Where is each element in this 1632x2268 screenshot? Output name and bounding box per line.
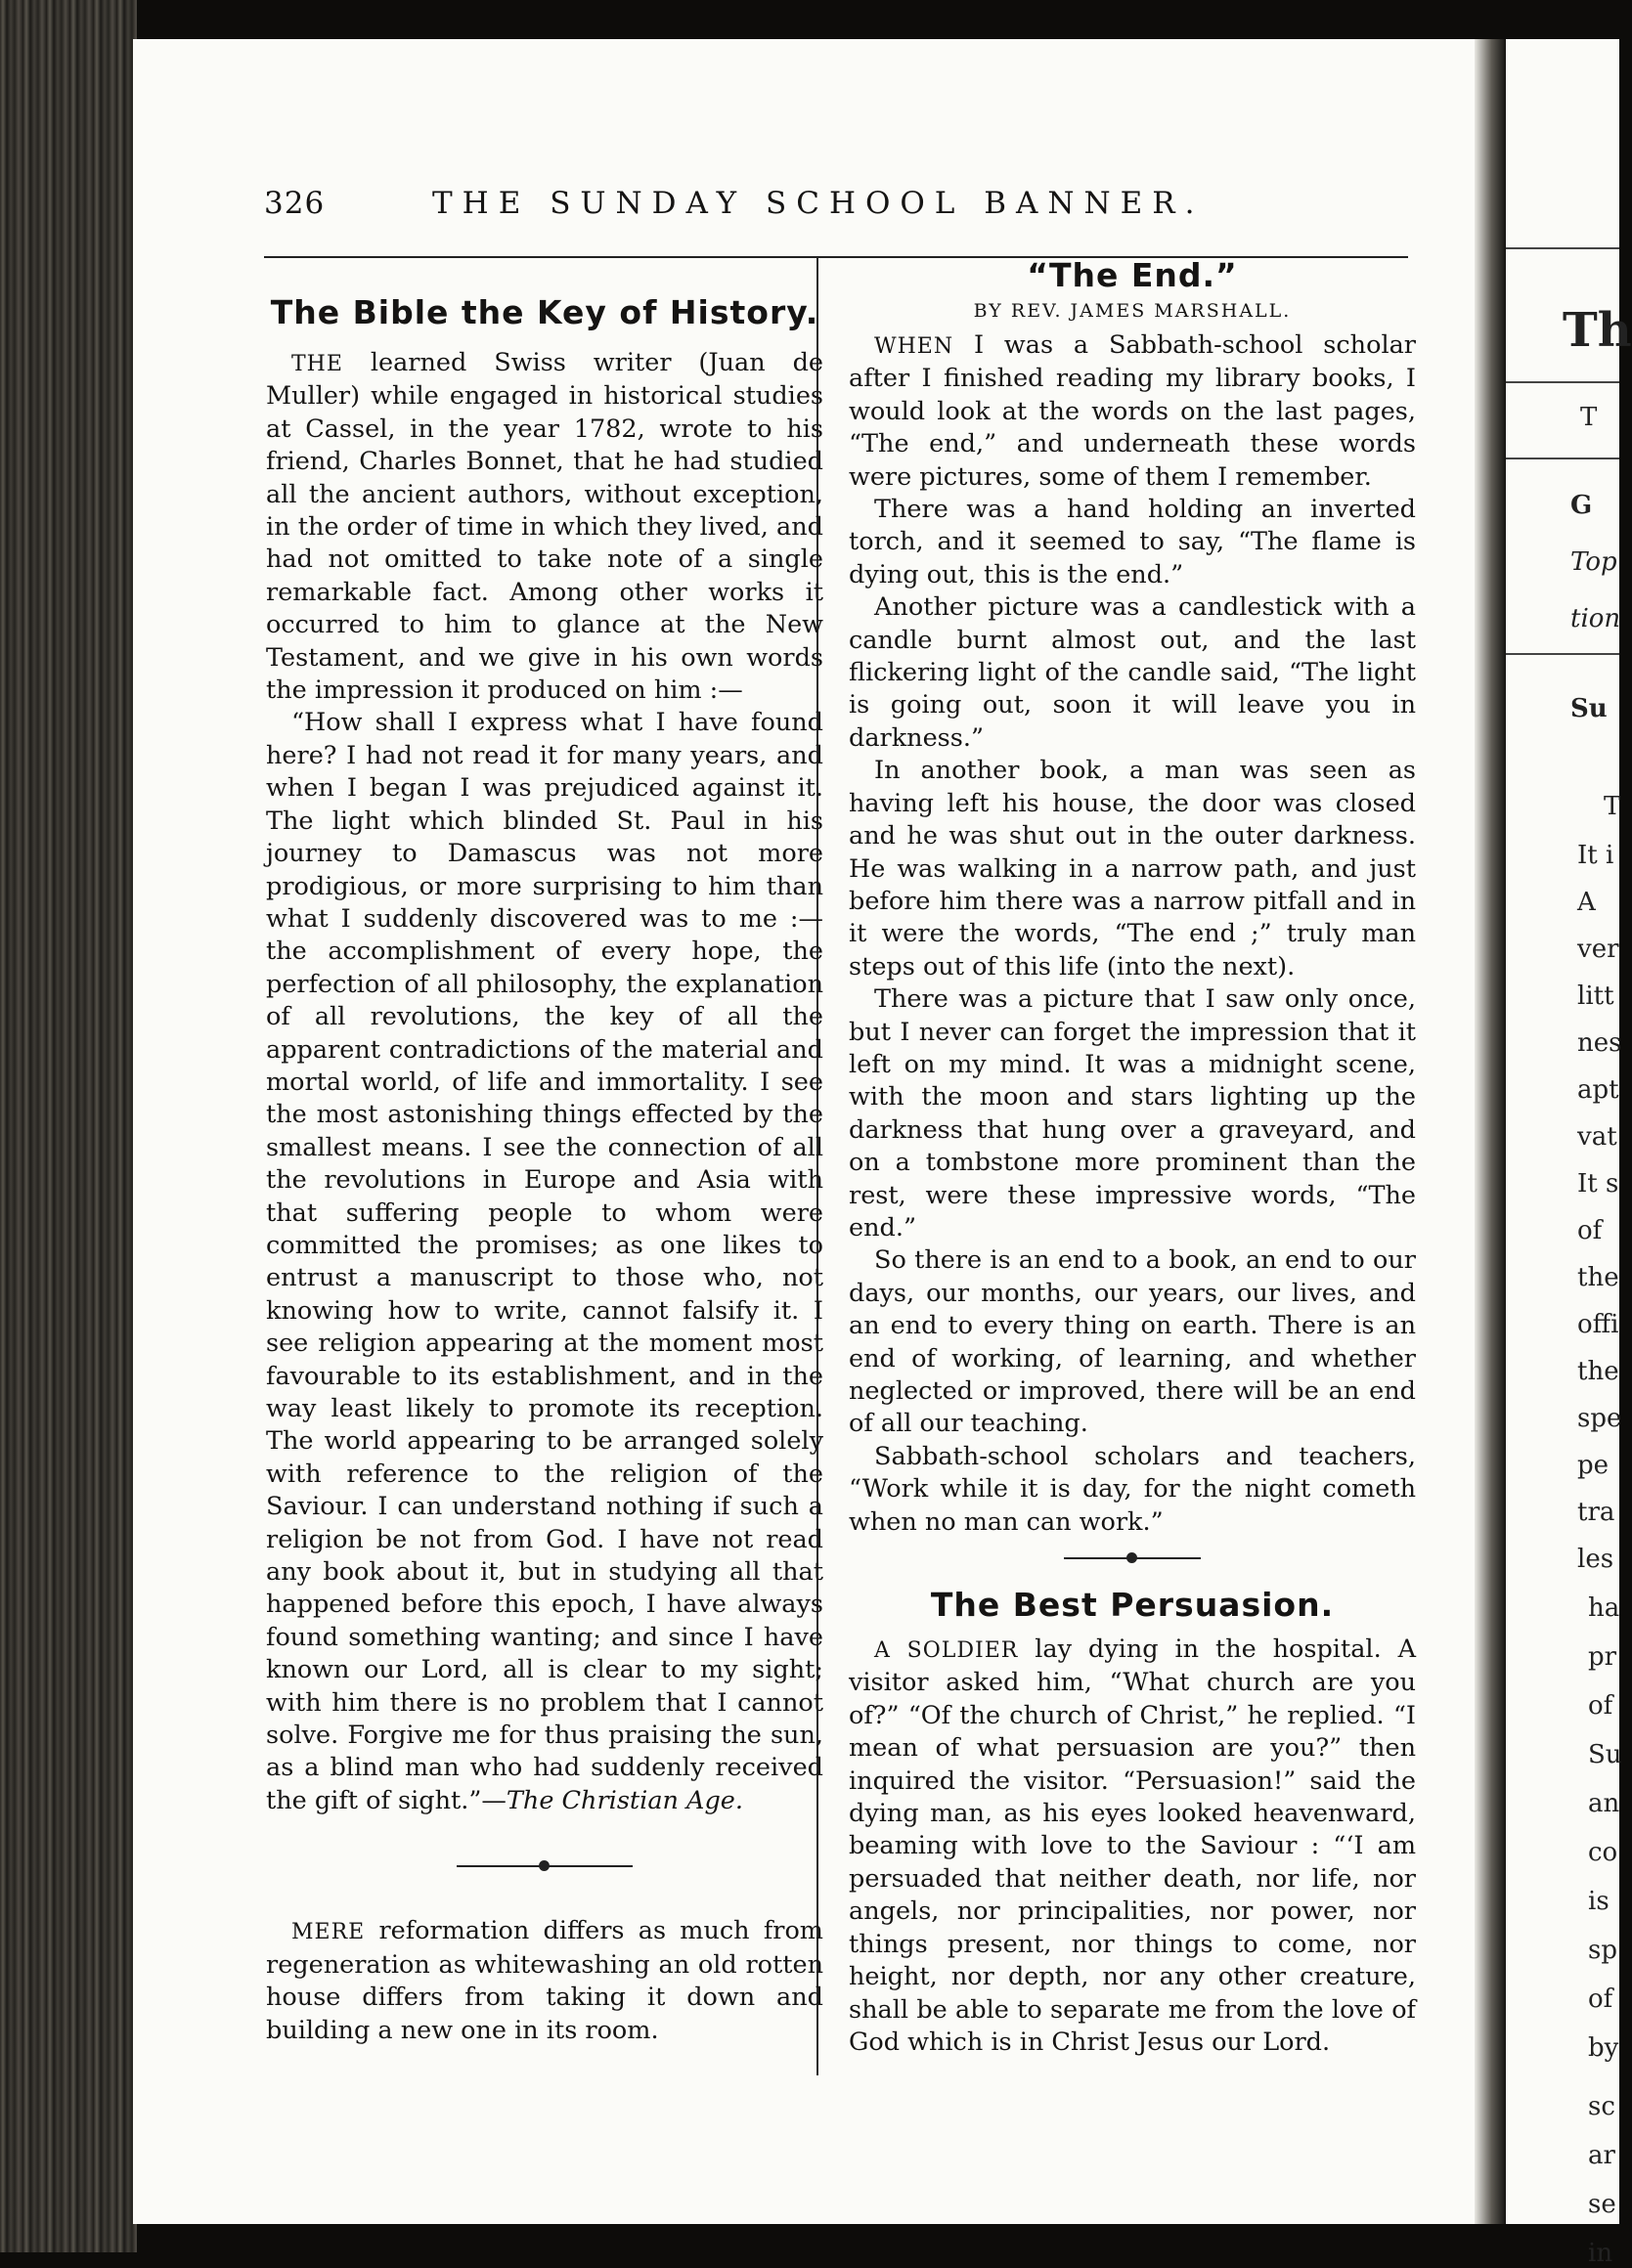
- right-page-fragment: is: [1588, 1887, 1610, 1916]
- right-page-fragment: pe: [1577, 1451, 1610, 1480]
- right-page-fragment: in: [1588, 2239, 1613, 2268]
- right-page-fragment: apt: [1577, 1075, 1619, 1105]
- drop-lead: MERE: [291, 1920, 366, 1945]
- right-page-fragment: les: [1577, 1545, 1614, 1574]
- right-page-fragment: ar: [1588, 2141, 1615, 2170]
- right-page-fragment: the: [1577, 1357, 1619, 1386]
- right-page-fragment: by: [1588, 2033, 1619, 2063]
- article-paragraph: There was a hand holding an inverted torch, and it seemed to say, “The flame is dying out, this is the end.”: [849, 495, 1416, 589]
- right-page-fragment: the: [1577, 1263, 1619, 1292]
- right-page-edge: [1506, 39, 1632, 2268]
- paragraph-text: “How shall I express what I have found here? I had not read it for many years, and when I began I was prejudiced against it. The light which blinded St. Paul in his journey to Damascus was not more prodigious, or more surprising to him than what I suddenly discovered was to me :—the accomplishment of every hope, the perfection of all philosophy, the explanation of all revolutions, the key of all the apparent contradictions of the material and mortal world, of life and immortality. I see the most astonishing things effected by the smallest means. I see the connection of all the revolutions in Europe and Asia with that suffering people to whom were committed the promises; as one likes to entrust a manuscript to those who, not knowing how to write, cannot falsify it. I see religion appearing at the moment most favourable to its establishment, and in the way least likely to promote its reception. The world appearing to be arranged solely with reference to the religion of the Saviour. I can understand nothing if such a religion be not from God. I have not read any book about it, but in studying all that happened before this epoch, I have always found something wanting; and since I have known our Lord, all is clear to my sight; with him there is no problem that I cannot solve. Forgive me for thus praising the sun, as a blind man who had suddenly received the gift of sight.”—: [266, 708, 823, 1815]
- article-paragraph: [266, 707, 823, 1817]
- article-paragraph: So there is an end to a book, an end to our days, our months, our years, our lives, and an end to every thing on earth. There is an end of working, of learning, and whether neglected or improved, there will be an end of all our teaching.: [849, 1245, 1416, 1439]
- right-page-fragment: sc: [1588, 2092, 1615, 2121]
- right-page-fragment: of: [1588, 1984, 1613, 2014]
- right-page-fragment: offi: [1577, 1310, 1619, 1339]
- right-page-fragment: A: [1577, 888, 1596, 917]
- running-header: [264, 186, 1242, 225]
- book-gutter: [1475, 39, 1506, 2224]
- paragraph-text: I was a Sabbath-school scholar after I finished reading my library books, I would look at the words on the last pages, “The end,” and underneath these words were pictures, some of them I remember.: [849, 330, 1416, 492]
- byline: BY REV. JAMES MARSHALL.: [973, 300, 1292, 322]
- right-page-fragment: co: [1588, 1838, 1618, 1867]
- right-page-fragment: Su: [1570, 694, 1608, 723]
- right-page-fragment: Su: [1588, 1740, 1622, 1769]
- right-page-fragment: T: [1580, 403, 1598, 432]
- right-page-fragment: sp: [1588, 1936, 1617, 1965]
- right-column: [849, 256, 1416, 2059]
- page-number: 326: [264, 186, 326, 221]
- mere-reformation-paragraph: [266, 1915, 823, 2047]
- article-title-the-end: “The End.”: [1027, 256, 1238, 294]
- right-page-fragment: It i: [1577, 841, 1614, 870]
- right-page-fragment: tion: [1570, 604, 1621, 633]
- right-page-fragment: It s: [1577, 1169, 1619, 1199]
- source-citation: The Christian Age.: [506, 1785, 743, 1815]
- right-page-fragment: tra: [1577, 1498, 1615, 1527]
- drop-lead: A SOLDIER: [874, 1638, 1019, 1664]
- rule: [1506, 381, 1619, 383]
- rule: [1506, 247, 1619, 249]
- article-paragraph: There was a picture that I saw only once, but I never can forget the impression that it left on my mind. It was a midnight scene, with the moon and stars lighting up the darkness that hung over a graveyard, and on a tombstone more prominent than the rest, were these impressive words, “The end.”: [849, 984, 1416, 1243]
- journal-title: THE SUNDAY SCHOOL BANNER.: [432, 186, 1205, 221]
- paragraph-text: reformation differs as much from regeneration as whitewashing an old rotten house differs from taking it down and building a new one in its room.: [266, 1916, 823, 2045]
- right-page-fragment: Top: [1570, 547, 1617, 577]
- right-page-fragment: of: [1588, 1691, 1613, 1721]
- right-page-fragment: se: [1588, 2190, 1616, 2219]
- drop-lead: WHEN: [874, 334, 954, 359]
- right-page-fragment: Th: [1563, 303, 1632, 358]
- rule: [1506, 653, 1619, 655]
- article-title-best-persuasion: The Best Persuasion.: [930, 1586, 1335, 1625]
- right-page-fragment: spe: [1577, 1404, 1622, 1433]
- drop-lead: THE: [291, 352, 343, 376]
- article-paragraph: Sabbath-school scholars and teachers, “Work while it is day, for the night cometh when no man can work.”: [849, 1441, 1416, 1537]
- paragraph-text: lay dying in the hospital. A visitor asked him, “What church are you of?” “Of the church of Christ,” he replied. “I mean of what persuasion are you?” then inquired the visitor. “Persuasion!” said the dying man, as his eyes looked heavenward, beaming with love to the Saviour : “‘I am persuaded that neither death, nor life, nor angels, nor principalities, nor power, nor things present, nor things to come, nor height, nor depth, nor any other creature, shall be able to separate me from the love of God which is in Christ Jesus our Lord.: [849, 1635, 1416, 2057]
- section-divider: [457, 1856, 633, 1876]
- article-paragraph: [849, 1634, 1416, 2059]
- article-paragraph: [266, 347, 823, 707]
- rule: [1506, 458, 1619, 459]
- article-title-bible-history: The Bible the Key of History.: [270, 293, 819, 331]
- right-page-fragment: ha: [1588, 1593, 1620, 1623]
- right-page-fragment: vat: [1577, 1122, 1617, 1152]
- article-paragraph: Another picture was a candlestick with a candle burnt almost out, and the last flickering light of the candle said, “The light is going out, soon it will leave you in darkness.”: [849, 592, 1416, 753]
- right-page-fragment: nes: [1577, 1028, 1622, 1058]
- section-divider: [1064, 1548, 1201, 1568]
- left-column: [266, 293, 823, 2047]
- paragraph-text: learned Swiss writer (Juan de Muller) while engaged in historical studies at Cassel, in the year 1782, wrote to his friend, Charles Bonnet, that he had studied all the ancient authors, without exception, in the order of time in which they lived, and had not omitted to take note of a single remarkable fact. Among other works it occurred to him to glance at the New Testament, and we give in his own words the impression it produced on him :—: [266, 348, 823, 706]
- article-paragraph: In another book, a man was seen as having left his house, the door was closed and he was shut out in the outer darkness. He was walking in a narrow path, and just before him there was a narrow pitfall and in it were the words, “The end ;” truly man steps out of this life (into the next).: [849, 756, 1416, 981]
- right-page-fragment: T: [1604, 792, 1621, 821]
- right-page-fragment: ver: [1577, 935, 1619, 964]
- book-binding: [0, 0, 137, 2252]
- right-page-fragment: pr: [1588, 1642, 1617, 1672]
- right-page-fragment: an: [1588, 1789, 1620, 1818]
- right-page-fragment: litt: [1577, 981, 1614, 1011]
- article-paragraph: [849, 329, 1416, 494]
- right-page-fragment: of: [1577, 1216, 1603, 1245]
- right-page-fragment: G: [1570, 491, 1593, 520]
